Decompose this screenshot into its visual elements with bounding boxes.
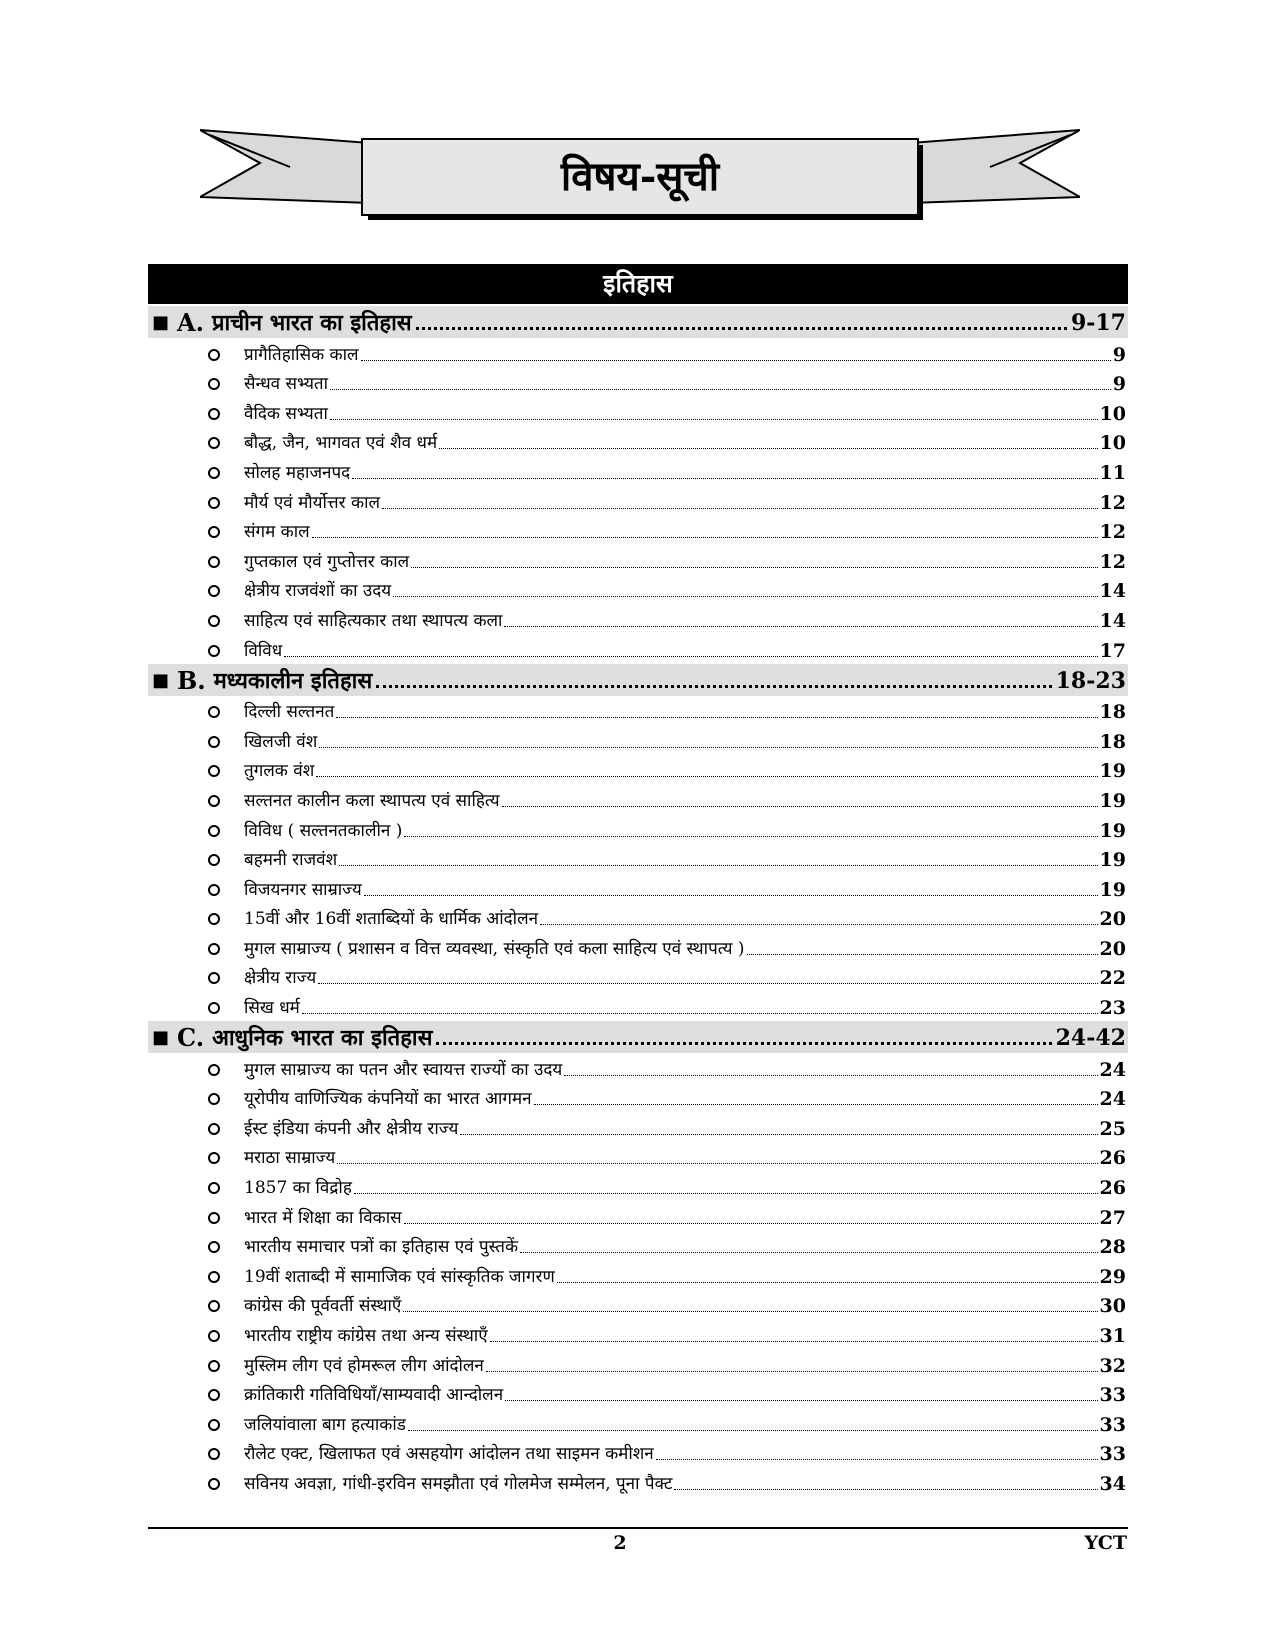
- entry-label: सविनय अवज्ञा, गांधी-इरविन समझौता एवं गोलमेज सम्मेलन, पूना पैक्ट: [244, 1473, 673, 1494]
- circle-bullet-icon: [208, 736, 220, 748]
- circle-bullet-icon: [208, 1389, 220, 1401]
- circle-bullet-icon: [208, 795, 220, 807]
- group-letter: A.: [177, 308, 204, 337]
- circle-bullet-icon: [208, 972, 220, 984]
- circle-bullet-icon: [208, 1360, 220, 1372]
- group-page-range: 18-23: [1055, 667, 1126, 694]
- entry-label: भारतीय समाचार पत्रों का इतिहास एवं पुस्तकें: [244, 1237, 519, 1258]
- circle-bullet-icon: [208, 854, 220, 866]
- dot-leader: [564, 1075, 1097, 1076]
- toc-entry: [148, 397, 1128, 427]
- circle-bullet-icon: [208, 556, 220, 568]
- dot-leader: [656, 1459, 1098, 1460]
- dot-leader: [316, 776, 1097, 777]
- toc-entry: [148, 456, 1128, 486]
- entry-page-number: 24: [1099, 1088, 1126, 1111]
- toc-entry: [148, 516, 1128, 546]
- dot-leader: [534, 1104, 1098, 1105]
- entry-page-number: 19: [1099, 849, 1126, 872]
- dot-leader: [318, 983, 1097, 984]
- square-bullet-icon: ■: [152, 1027, 170, 1049]
- dot-leader: [330, 389, 1111, 390]
- entry-label: खिलजी वंश: [244, 731, 318, 752]
- circle-bullet-icon: [208, 349, 220, 361]
- circle-bullet-icon: [208, 1241, 220, 1253]
- circle-bullet-icon: [208, 1123, 220, 1135]
- entry-label: प्रागैतिहासिक काल: [244, 344, 359, 365]
- page-title: विषय-सूची: [560, 153, 720, 200]
- entry-page-number: 30: [1099, 1295, 1126, 1318]
- dot-leader: [364, 895, 1098, 896]
- circle-bullet-icon: [208, 706, 220, 718]
- toc-group-heading: [148, 1021, 1128, 1053]
- toc-entry: [148, 873, 1128, 903]
- page-number: 2: [613, 1532, 627, 1554]
- entry-label: विजयनगर साम्राज्य: [244, 879, 362, 900]
- entry-page-number: 24: [1099, 1058, 1126, 1081]
- entry-label: सैन्धव सभ्यता: [244, 374, 329, 395]
- entry-page-number: 31: [1099, 1325, 1126, 1347]
- dot-leader: [284, 656, 1097, 657]
- table-of-contents: [148, 306, 1128, 1497]
- brand-label: YCT: [1084, 1532, 1127, 1554]
- dot-leader: [312, 537, 1098, 538]
- dot-leader: [557, 1282, 1098, 1283]
- dot-leader: [505, 1400, 1097, 1401]
- circle-bullet-icon: [208, 497, 220, 509]
- toc-entry: [148, 1053, 1128, 1083]
- entry-page-number: 27: [1099, 1206, 1126, 1229]
- footer-divider: [148, 1527, 1128, 1529]
- toc-entry: [148, 1171, 1128, 1201]
- circle-bullet-icon: [208, 913, 220, 925]
- entry-label: मौर्य एवं मौर्योत्तर काल: [244, 492, 381, 513]
- circle-bullet-icon: [208, 1419, 220, 1431]
- entry-page-number: 10: [1099, 432, 1126, 455]
- dot-leader: [540, 924, 1097, 925]
- toc-entry: [148, 1467, 1128, 1497]
- circle-bullet-icon: [208, 943, 220, 955]
- dot-leader: [486, 1371, 1098, 1372]
- dot-leader: [520, 1252, 1098, 1253]
- entry-page-number: 22: [1099, 967, 1126, 990]
- circle-bullet-icon: [208, 1478, 220, 1490]
- circle-bullet-icon: [208, 1064, 220, 1076]
- entry-label: कांग्रेस की पूर्ववर्ती संस्थाएँ: [244, 1296, 402, 1317]
- group-page-range: 9-17: [1070, 310, 1126, 336]
- entry-label: संगम काल: [244, 522, 310, 543]
- entry-page-number: 12: [1099, 491, 1126, 514]
- entry-label: विविध ( सल्तनतकालीन ): [244, 820, 403, 841]
- toc-entry: [148, 634, 1128, 664]
- dot-leader: [747, 954, 1098, 955]
- group-title: मध्यकालीन इतिहास: [213, 667, 373, 694]
- entry-page-number: 19: [1099, 878, 1126, 901]
- toc-entry: [148, 1142, 1128, 1172]
- dot-leader: [382, 508, 1098, 509]
- dot-leader: [460, 1134, 1097, 1135]
- toc-entry: [148, 1290, 1128, 1320]
- toc-entry: [148, 962, 1128, 992]
- entry-label: दिल्ली सल्तनत: [244, 702, 335, 723]
- entry-page-number: 33: [1099, 1443, 1126, 1466]
- entry-label: यूरोपीय वाणिज्यिक कंपनियों का भारत आगमन: [244, 1089, 532, 1110]
- toc-entry: [148, 338, 1128, 368]
- circle-bullet-icon: [208, 1330, 220, 1342]
- toc-entry: [148, 932, 1128, 962]
- entry-label: सोलह महाजनपद: [244, 462, 351, 483]
- circle-bullet-icon: [208, 467, 220, 479]
- entry-label: जलियांवाला बाग हत्याकांड: [244, 1414, 406, 1435]
- circle-bullet-icon: [208, 1212, 220, 1224]
- toc-entry: [148, 1349, 1128, 1379]
- entry-page-number: 29: [1099, 1265, 1126, 1288]
- entry-page-number: 17: [1099, 639, 1126, 662]
- dot-leader: [408, 1430, 1098, 1431]
- circle-bullet-icon: [208, 1093, 220, 1105]
- entry-page-number: 9: [1112, 343, 1126, 366]
- dot-leader: [674, 1489, 1097, 1490]
- entry-label: साहित्य एवं साहित्यकार तथा स्थापत्य कला: [244, 610, 503, 631]
- circle-bullet-icon: [208, 884, 220, 896]
- entry-page-number: 26: [1099, 1177, 1126, 1200]
- entry-page-number: 20: [1099, 908, 1126, 931]
- entry-label: मराठा साम्राज्य: [244, 1148, 336, 1169]
- entry-label: सिख धर्म: [244, 998, 300, 1019]
- entry-page-number: 19: [1099, 760, 1126, 783]
- entry-page-number: 32: [1099, 1354, 1126, 1377]
- entry-label: ईस्ट इंडिया कंपनी और क्षेत्रीय राज्य: [244, 1118, 459, 1139]
- entry-page-number: 11: [1099, 461, 1126, 484]
- circle-bullet-icon: [208, 1448, 220, 1460]
- entry-page-number: 12: [1099, 550, 1126, 573]
- entry-page-number: 26: [1099, 1147, 1126, 1170]
- toc-entry: [148, 1438, 1128, 1468]
- toc-entry: [148, 814, 1128, 844]
- dot-leader: [439, 448, 1097, 449]
- dot-leader: [361, 360, 1111, 361]
- toc-entry: [148, 604, 1128, 634]
- dot-leader: [354, 1193, 1098, 1194]
- entry-page-number: 9: [1112, 373, 1126, 396]
- toc-entry: [148, 844, 1128, 874]
- toc-entry: [148, 1112, 1128, 1142]
- entry-label: क्षेत्रीय राज्य: [244, 968, 317, 989]
- dot-leader: [502, 806, 1098, 807]
- entry-page-number: 25: [1099, 1117, 1126, 1140]
- circle-bullet-icon: [208, 526, 220, 538]
- section-header: इतिहास: [148, 264, 1128, 304]
- circle-bullet-icon: [208, 1300, 220, 1312]
- entry-page-number: 14: [1099, 580, 1126, 603]
- entry-page-number: 28: [1099, 1236, 1126, 1259]
- toc-entry: [148, 903, 1128, 933]
- entry-label: क्रांतिकारी गतिविधियाँ/साम्यवादी आन्दोलन: [244, 1385, 504, 1406]
- entry-label: सल्तनत कालीन कला स्थापत्य एवं साहित्य: [244, 790, 500, 811]
- circle-bullet-icon: [208, 1271, 220, 1283]
- entry-label: वैदिक सभ्यता: [244, 403, 328, 424]
- entry-page-number: 12: [1099, 521, 1126, 544]
- square-bullet-icon: ■: [152, 669, 170, 691]
- dot-leader: [404, 836, 1097, 837]
- dot-leader: [504, 626, 1097, 627]
- circle-bullet-icon: [208, 585, 220, 597]
- dot-leader: [330, 419, 1098, 420]
- toc-entry: [148, 368, 1128, 398]
- entry-label: गुप्तकाल एवं गुप्तोत्तर काल: [244, 551, 410, 572]
- entry-page-number: 19: [1099, 819, 1126, 842]
- entry-page-number: 18: [1099, 730, 1126, 753]
- dot-leader: [411, 567, 1097, 568]
- entry-page-number: 20: [1099, 937, 1126, 960]
- toc-entry: [148, 1231, 1128, 1261]
- dot-leader: [416, 327, 1067, 330]
- entry-label: रौलेट एक्ट, खिलाफत एवं असहयोग आंदोलन तथा साइमन कमीशन: [244, 1444, 654, 1465]
- toc-entry: [148, 575, 1128, 605]
- dot-leader: [319, 747, 1097, 748]
- circle-bullet-icon: [208, 1182, 220, 1194]
- group-letter: B.: [177, 665, 206, 695]
- group-letter: C.: [177, 1023, 205, 1053]
- entry-label: क्षेत्रीय राजवंशों का उदय: [244, 581, 392, 602]
- toc-group-heading: [148, 664, 1128, 696]
- circle-bullet-icon: [208, 1152, 220, 1164]
- circle-bullet-icon: [208, 408, 220, 420]
- toc-entry: [148, 486, 1128, 516]
- dot-leader: [376, 685, 1051, 688]
- dot-leader: [436, 1042, 1051, 1045]
- toc-entry: [148, 427, 1128, 457]
- entry-label: विविध: [244, 640, 283, 661]
- circle-bullet-icon: [208, 645, 220, 657]
- toc-entry: [148, 1201, 1128, 1231]
- toc-entry: [148, 755, 1128, 785]
- dot-leader: [339, 865, 1097, 866]
- circle-bullet-icon: [208, 825, 220, 837]
- group-title: प्राचीन भारत का इतिहास: [212, 310, 412, 336]
- circle-bullet-icon: [208, 437, 220, 449]
- entry-label: 15वीं और 16वीं शताब्दियों के धार्मिक आंदोलन: [244, 909, 539, 930]
- entry-page-number: 34: [1099, 1472, 1126, 1495]
- toc-entry: [148, 1260, 1128, 1290]
- dot-leader: [352, 478, 1097, 479]
- dot-leader: [337, 1163, 1097, 1164]
- group-title: आधुनिक भारत का इतिहास: [212, 1025, 433, 1052]
- circle-bullet-icon: [208, 615, 220, 627]
- square-bullet-icon: ■: [152, 312, 170, 333]
- entry-label: भारतीय राष्ट्रीय कांग्रेस तथा अन्य संस्थाएँ: [244, 1326, 488, 1346]
- toc-entry: [148, 725, 1128, 755]
- entry-page-number: 10: [1099, 402, 1126, 425]
- entry-label: 1857 का विद्रोह: [244, 1178, 352, 1199]
- entry-page-number: 33: [1099, 1413, 1126, 1436]
- entry-page-number: 18: [1099, 701, 1126, 724]
- toc-entry: [148, 1379, 1128, 1409]
- dot-leader: [393, 596, 1097, 597]
- toc-entry: [148, 1319, 1128, 1349]
- dot-leader: [302, 1013, 1098, 1014]
- entry-label: मुस्लिम लीग एवं होमरूल लीग आंदोलन: [244, 1355, 484, 1376]
- toc-group-heading: [148, 306, 1128, 338]
- dot-leader: [490, 1341, 1098, 1342]
- entry-label: तुगलक वंश: [244, 761, 315, 782]
- circle-bullet-icon: [208, 1002, 220, 1014]
- entry-label: 19वीं शताब्दी में सामाजिक एवं सांस्कृतिक जागरण: [244, 1266, 555, 1287]
- entry-page-number: 23: [1099, 997, 1126, 1020]
- dot-leader: [404, 1223, 1098, 1224]
- circle-bullet-icon: [208, 378, 220, 390]
- title-banner: [200, 125, 1080, 235]
- toc-entry: [148, 1083, 1128, 1113]
- circle-bullet-icon: [208, 765, 220, 777]
- entry-label: मुगल साम्राज्य ( प्रशासन व वित्त व्यवस्था, संस्कृति एवं कला साहित्य एवं स्थापत्य ): [244, 938, 745, 959]
- entry-page-number: 33: [1099, 1384, 1126, 1407]
- dot-leader: [403, 1311, 1097, 1312]
- toc-entry: [148, 545, 1128, 575]
- toc-entry: [148, 991, 1128, 1021]
- entry-label: बौद्ध, जैन, भागवत एवं शैव धर्म: [244, 433, 438, 454]
- dot-leader: [336, 717, 1097, 718]
- entry-label: मुगल साम्राज्य का पतन और स्वायत्त राज्यों का उदय: [244, 1059, 563, 1080]
- entry-label: भारत में शिक्षा का विकास: [244, 1207, 402, 1228]
- entry-label: बहमनी राजवंश: [244, 850, 338, 871]
- entry-page-number: 19: [1099, 789, 1126, 812]
- group-page-range: 24-42: [1055, 1025, 1126, 1052]
- entry-page-number: 14: [1099, 609, 1126, 632]
- toc-entry: [148, 696, 1128, 726]
- toc-entry: [148, 1408, 1128, 1438]
- toc-entry: [148, 784, 1128, 814]
